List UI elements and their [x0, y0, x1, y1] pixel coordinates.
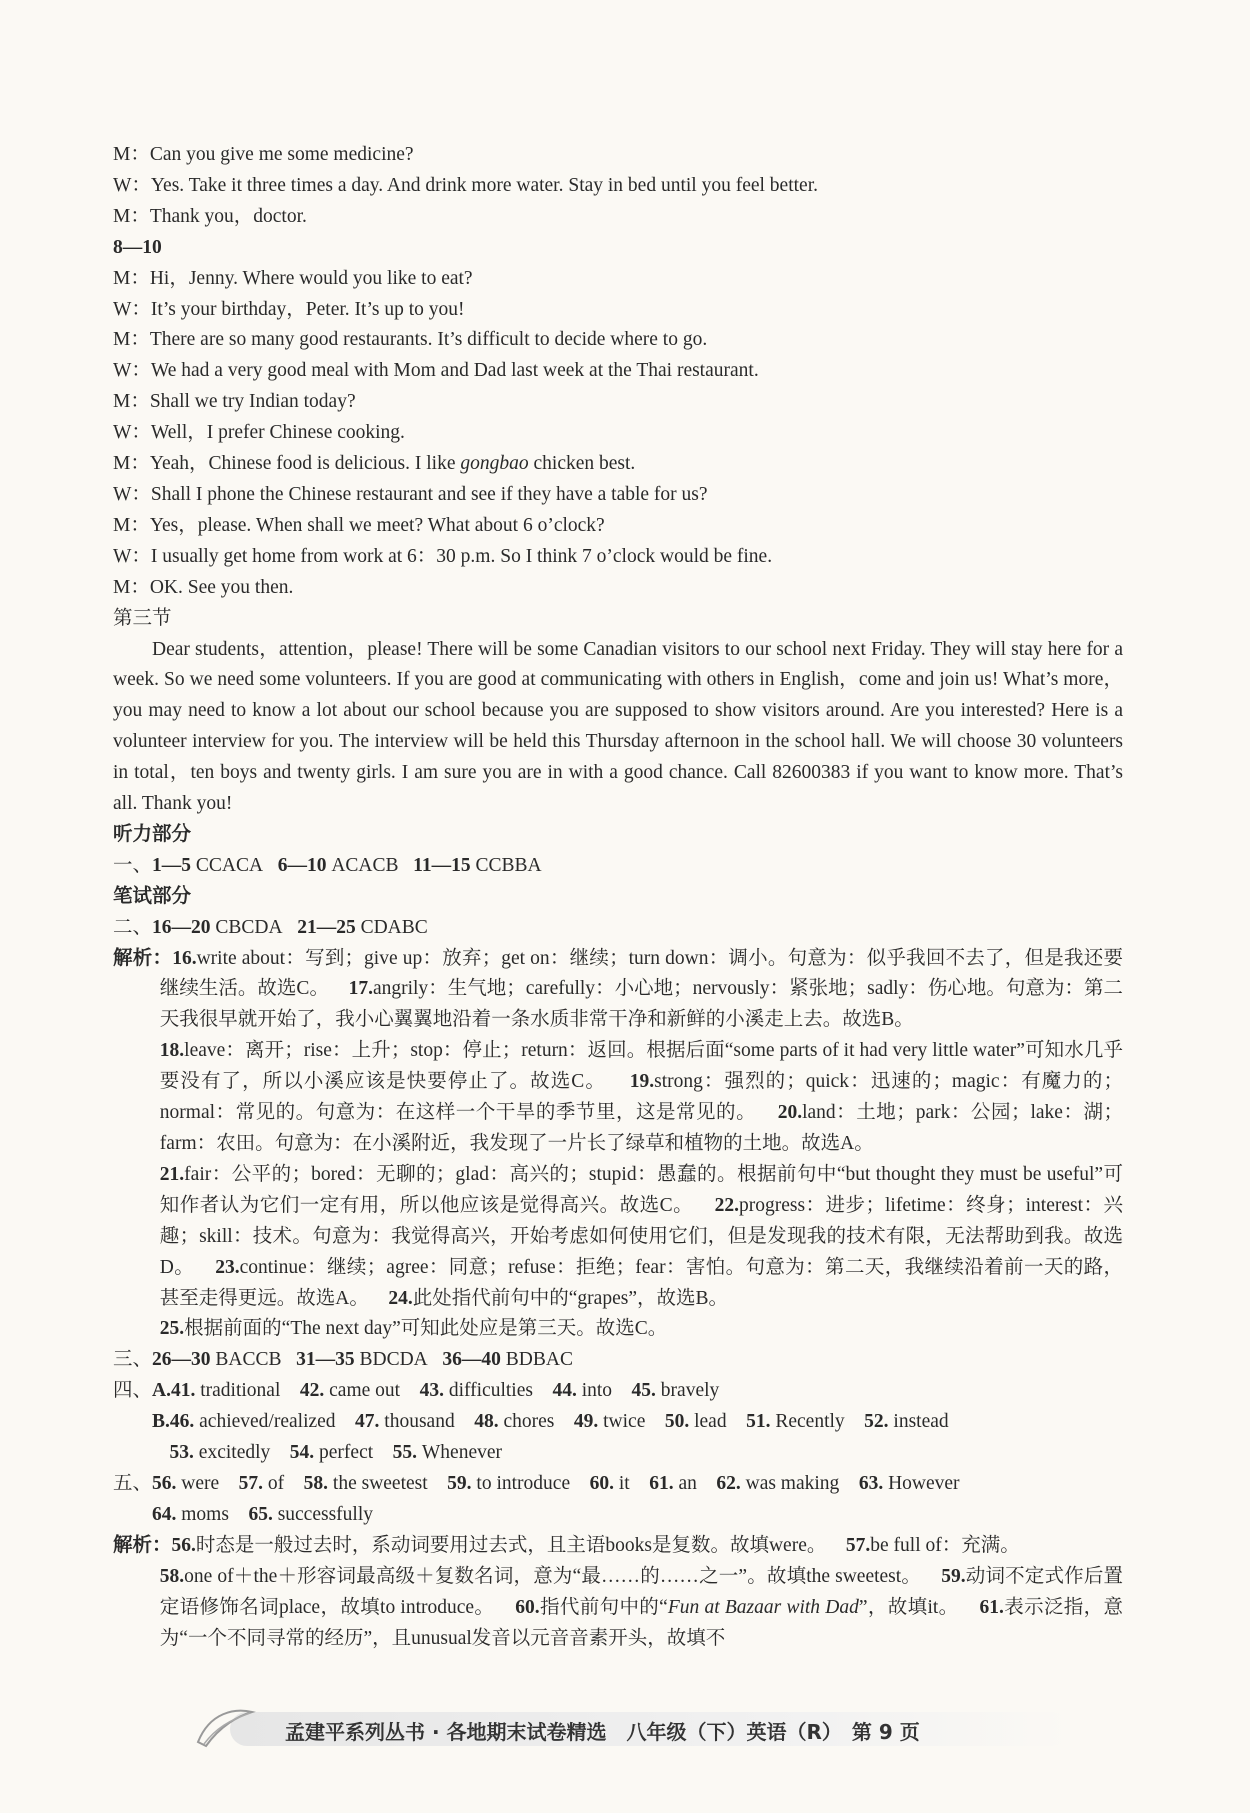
item-number: 21.: [159, 1163, 185, 1185]
dialogue-line: W：We had a very good meal with Mom and Dad last week at the Thai restaurant.: [113, 360, 759, 382]
listening-answers: [113, 851, 1123, 882]
explanation-text: progress：进步；lifetime：终身；interest：兴趣；skill：技术。句意为：我觉得高兴，开始考虑如何使用它们，但是发现我的技术有限，无法帮助到我。故选D。: [159, 1194, 1124, 1278]
dialogue-line: M：There are so many good restaurants. It’s difficult to decide where to go.: [113, 329, 708, 351]
answer-word: lead: [694, 1411, 727, 1433]
answer-word: Whenever: [421, 1442, 503, 1464]
dialogue-line: W：Shall I phone the Chinese restaurant and see if they have a table for us?: [113, 483, 708, 505]
explanation-text: 根据前面的“The next day”可知此处应是第三天。故选C。: [184, 1318, 668, 1340]
part3-answers: [113, 1345, 1123, 1376]
explanation-text: 此处指代前句中的“grapes”，故选B。: [412, 1287, 728, 1309]
item-number: 16.: [172, 947, 197, 969]
answer-word: achieved/realized: [199, 1411, 336, 1433]
dialogue-line: W：Well，I prefer Chinese cooking.: [113, 422, 405, 444]
answer-word: instead: [893, 1411, 949, 1433]
answer-word: into: [581, 1380, 613, 1402]
explanation-part2: [113, 944, 1123, 1346]
part4-a-answers: [113, 1376, 1123, 1407]
answer-word: excitedly: [198, 1442, 271, 1464]
dialogue-line: W：It’s your birthday，Peter. It’s up to you!: [113, 298, 465, 320]
explanation-text: one of＋the＋形容词最高级＋复数名词，意为“最……的……之一”。故填the sweetest。: [184, 1565, 922, 1587]
gongbao-after: chicken best.: [528, 453, 636, 475]
part4-b-answers-cont: [113, 1438, 1123, 1469]
item-number: 61.: [979, 1596, 1004, 1618]
gongbao-before: M：Yeah，Chinese food is delicious. I like: [113, 453, 461, 475]
answer-word: chores: [503, 1411, 555, 1433]
item-number: 52.: [864, 1411, 889, 1433]
item-number: 17.: [348, 978, 373, 1000]
item-number: 47.: [355, 1411, 380, 1433]
written-title: 笔试部分: [113, 885, 192, 907]
answer-prefix: 四、: [113, 1380, 153, 1402]
item-number: 56.: [171, 1534, 196, 1556]
explanation-text: write about：写到；give up：放弃；get on：继续；turn down：调小。句意为：似乎我回不去了，但是我还要继续生活。故选C。: [159, 947, 1123, 1000]
item-number: 25.: [159, 1318, 185, 1340]
answer-prefix: 二、: [113, 916, 153, 938]
item-number: 55.: [392, 1442, 418, 1464]
part5-answers: [113, 1469, 1123, 1500]
item-number: 57.: [238, 1472, 264, 1494]
answer-word: Recently: [775, 1411, 845, 1433]
explanation-text: 指代前句中的“: [539, 1596, 668, 1618]
answer-range: 11—15: [413, 854, 471, 876]
part5-answers-cont: [113, 1500, 1123, 1531]
page-content: [113, 140, 1123, 1654]
explanation-text: fair：公平的；bored：无聊的；glad：高兴的；stupid：愚蠢的。根据前句中“but thought they must be useful”可知作者认为它们一定有用，所以他应该是觉得高兴。故选C。: [159, 1163, 1123, 1216]
explanation-part5: [113, 1531, 1123, 1655]
item-number: 42.: [299, 1380, 325, 1402]
item-number: 64.: [152, 1503, 177, 1525]
answer-word: the sweetest: [332, 1472, 428, 1494]
answer-word: traditional: [200, 1380, 281, 1402]
section-label: A.: [152, 1380, 171, 1402]
answer-key: BDBAC: [505, 1349, 573, 1371]
explanation-italic: Fun at Bazaar with Dad: [667, 1596, 859, 1618]
item-number: 22.: [714, 1194, 739, 1216]
answer-range: 6—10: [277, 854, 327, 876]
item-number: 18.: [159, 1040, 185, 1062]
answer-key: CCACA: [195, 854, 264, 876]
item-number: 59.: [941, 1565, 966, 1587]
item-number: 50.: [664, 1411, 690, 1433]
answer-key: CDABC: [360, 916, 428, 938]
item-number: 20.: [777, 1102, 803, 1124]
item-number: 44.: [552, 1380, 577, 1402]
explanation-text: land：土地；park：公园；lake：湖；farm：农田。句意为：在小溪附近，我发现了一片长了绿草和植物的土地。故选A。: [159, 1102, 1124, 1154]
answer-word: However: [888, 1472, 960, 1494]
answer-range: 31—35: [296, 1349, 355, 1371]
answer-prefix: 五、: [113, 1472, 153, 1494]
answer-range: 36—40: [442, 1349, 501, 1371]
answer-key: BACCB: [215, 1349, 282, 1371]
explanation-text: 表示泛指，意为“一个不同寻常的经历”，且unusual发音以元音音素开头，故填不: [159, 1596, 1124, 1649]
answer-range: 26—30: [152, 1349, 211, 1371]
item-number: 57.: [845, 1534, 871, 1556]
explanation-text: ”，故填it。: [858, 1596, 959, 1618]
item-number: 62.: [716, 1472, 741, 1494]
answer-range: 1—5: [152, 854, 192, 876]
item-number: 65.: [248, 1503, 273, 1525]
answer-word: was making: [745, 1472, 840, 1494]
explanation-label: 解析：: [113, 1534, 172, 1556]
part4-b-answers: [113, 1407, 1123, 1438]
answer-word: successfully: [277, 1503, 373, 1525]
dialogue-line: M：Thank you，doctor.: [113, 205, 307, 227]
explanation-text: strong：强烈的；quick：迅速的；magic：有魔力的；normal：常见的。句意为：在这样一个干旱的季节里，这是常见的。: [159, 1071, 1124, 1124]
item-number: 63.: [858, 1472, 884, 1494]
answer-word: thousand: [384, 1411, 455, 1433]
answer-word: of: [267, 1472, 285, 1494]
answer-word: were: [181, 1472, 220, 1494]
explanation-text: be full of：充满。: [870, 1534, 1020, 1556]
answer-word: difficulties: [448, 1380, 533, 1402]
answer-key: CBCDA: [215, 916, 283, 938]
item-number: 59.: [447, 1472, 472, 1494]
section-8-10-title: 8—10: [113, 236, 162, 258]
item-number: 19.: [629, 1071, 655, 1093]
item-number: 56.: [152, 1472, 177, 1494]
item-number: 60.: [515, 1596, 540, 1618]
item-number: 49.: [573, 1411, 599, 1433]
section-3-paragraph: Dear students，attention，please! There will be some Canadian visitors to our school next Friday. They will stay here for a week. So we need some volunteers. If you are good at communicating with others in English，come and join us! What’s more，you may need to know a lot about our school because you are supposed to show visitors around. Are you interested? Here is a volunteer interview for you. The interview will be held this Thursday afternoon in the school hall. We will choose 30 volunteers in total，ten boys and twenty girls. I am sure you are in with a good chance. Call 82600383 if you want to know more. That’s all. Thank you!: [113, 638, 1123, 815]
answer-word: an: [678, 1472, 697, 1494]
section-label: B.: [152, 1411, 170, 1433]
answer-word: it: [618, 1472, 630, 1494]
item-number: 58.: [303, 1472, 329, 1494]
leaf-icon: [190, 1702, 260, 1752]
explanation-text: 时态是一般过去时，系动词要用过去式，且主语books是复数。故填were。: [195, 1534, 827, 1556]
item-number: 46.: [169, 1411, 195, 1433]
dialogue-line: W：Yes. Take it three times a day. And drink more water. Stay in bed until you feel better.: [113, 174, 818, 196]
item-number: 43.: [419, 1380, 444, 1402]
dialogue-line-gongbao: [113, 449, 1123, 480]
explanation-text: 动词不定式作后置定语修饰名词place，故填to introduce。: [159, 1565, 1123, 1618]
answer-prefix: 一、: [113, 854, 153, 876]
dialogue-line: M：Can you give me some medicine?: [113, 144, 414, 165]
listening-title: 听力部分: [113, 823, 192, 845]
answer-word: perfect: [319, 1442, 374, 1464]
item-number: 58.: [159, 1565, 185, 1587]
dialogue-line: M：Hi，Jenny. Where would you like to eat?: [113, 267, 473, 289]
item-number: 54.: [289, 1442, 315, 1464]
answer-word: twice: [603, 1411, 646, 1433]
item-number: 45.: [631, 1380, 656, 1402]
explanation-label: 解析：: [113, 947, 173, 969]
item-number: 23.: [215, 1256, 240, 1278]
dialogue-line: M：Shall we try Indian today?: [113, 391, 356, 413]
item-number: 24.: [388, 1287, 413, 1309]
explanation-text: leave：离开；rise：上升；stop：停止；return：返回。根据后面“some parts of it had very little water”可知水几乎要没有了，所以小溪应该是快要停止了。故选C。: [159, 1040, 1123, 1093]
page-footer: [190, 1702, 1070, 1752]
answer-range: 21—25: [297, 916, 356, 938]
answer-word: to introduce: [476, 1472, 571, 1494]
explanation-text: continue：继续；agree：同意；refuse：拒绝；fear：害怕。句意为：第二天，我继续沿着前一天的路，甚至走得更远。故选A。: [159, 1256, 1124, 1309]
part2-answers: [113, 913, 1123, 944]
item-number: 53.: [169, 1442, 194, 1464]
dialogue-line: M：Yes，please. When shall we meet? What about 6 o’clock?: [113, 514, 605, 536]
footer-text: 孟建平系列丛书 · 各地期末试卷精选 八年级（下）英语（R） 第 9 页: [285, 1720, 920, 1744]
answer-key: ACACB: [331, 854, 399, 876]
answer-key: CCBBA: [475, 854, 542, 876]
answer-key: BDCDA: [359, 1349, 428, 1371]
dialogue-line: W：I usually get home from work at 6：30 p.m. So I think 7 o’clock would be fine.: [113, 545, 773, 567]
answer-prefix: 三、: [113, 1349, 153, 1371]
answer-range: 16—20: [152, 916, 211, 938]
answer-word: moms: [181, 1503, 229, 1525]
section-3-title: 第三节: [113, 607, 172, 629]
gongbao-italic: gongbao: [460, 453, 529, 475]
dialogue-line: M：OK. See you then.: [113, 576, 294, 598]
item-number: 41.: [170, 1380, 196, 1402]
item-number: 51.: [746, 1411, 771, 1433]
item-number: 60.: [589, 1472, 614, 1494]
explanation-text: angrily：生气地；carefully：小心地；nervously：紧张地；sadly：伤心地。句意为：第二天我很早就开始了，我小心翼翼地沿着一条水质非常干净和新鲜的小溪走上去。故选B。: [159, 978, 1124, 1031]
item-number: 48.: [474, 1411, 499, 1433]
answer-word: bravely: [660, 1380, 720, 1402]
item-number: 61.: [649, 1472, 674, 1494]
answer-word: came out: [329, 1380, 401, 1402]
